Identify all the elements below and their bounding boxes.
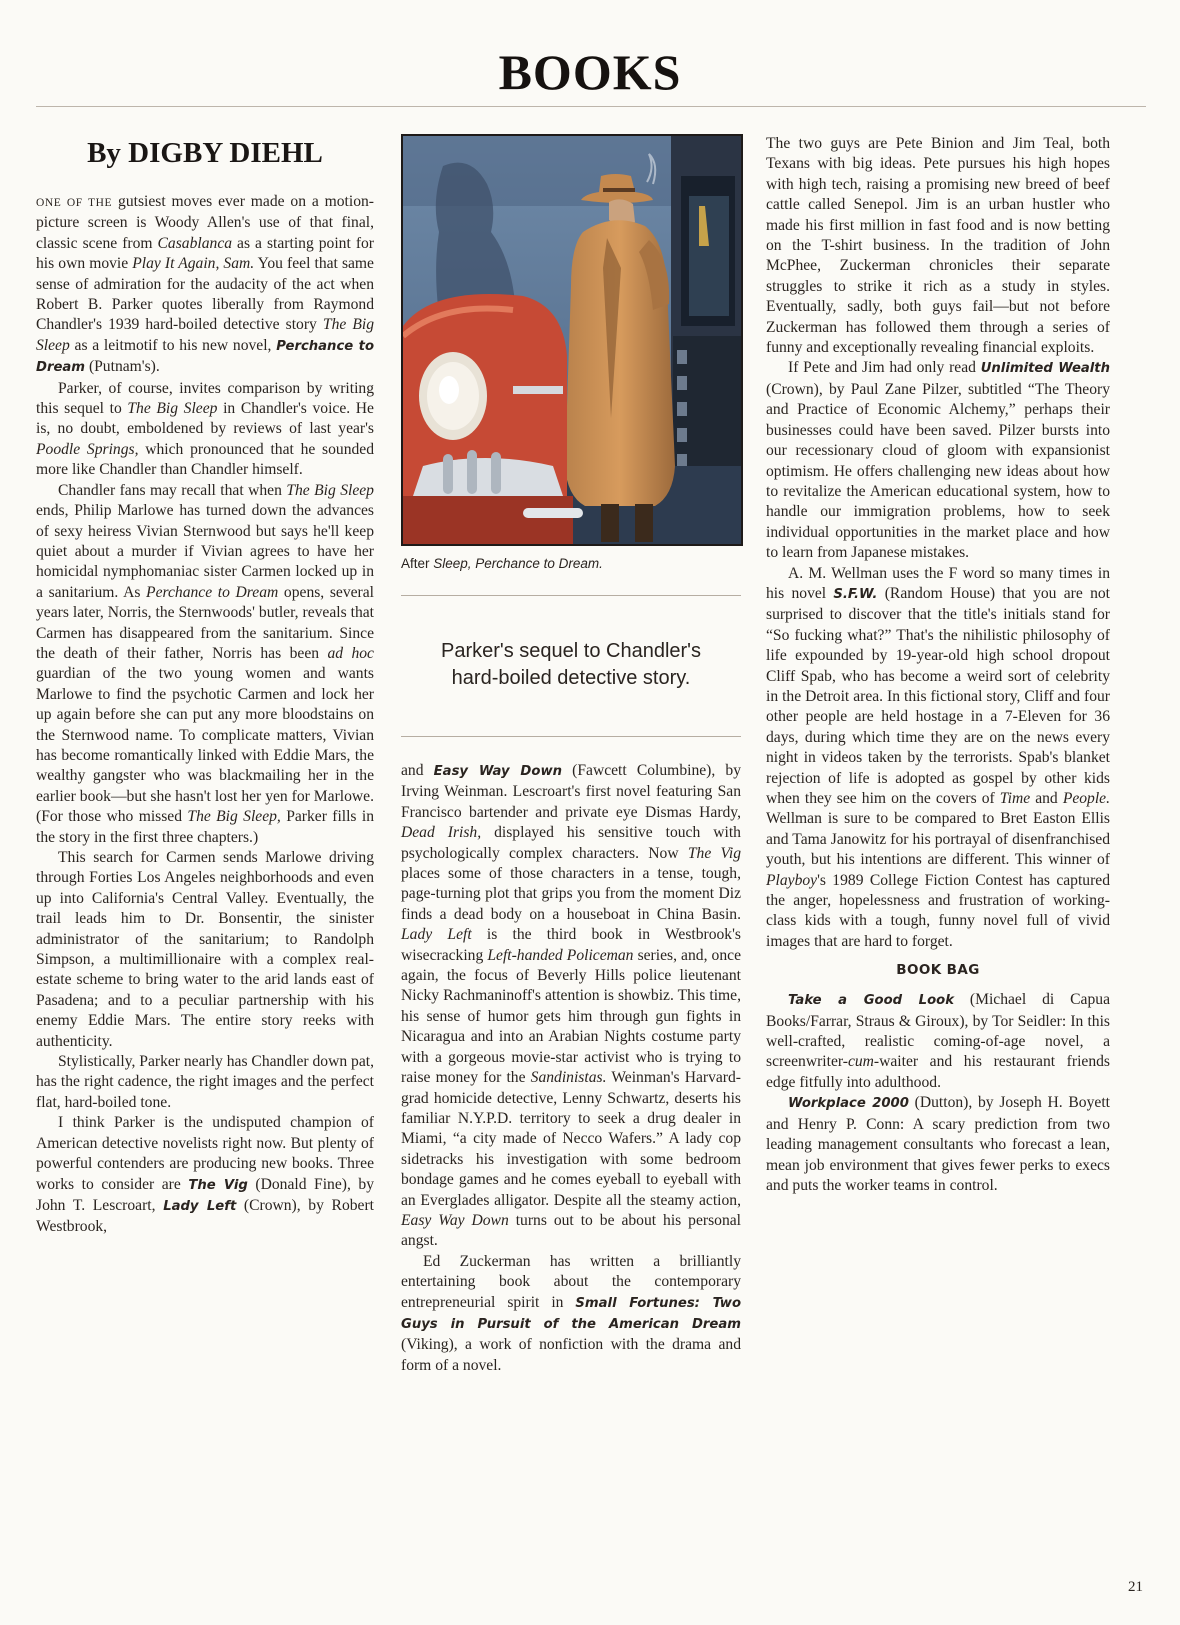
article-body-col1 [36, 192, 374, 1238]
article-body-col3 [766, 134, 1110, 952]
pullquote-rule-bottom [401, 736, 741, 737]
header-divider [36, 106, 1146, 107]
paragraph: A. M. Wellman uses the F word so many times in his novel S.F.W. (Random House) that you are not surprised to discover that the title's initials stand for “So fucking what?” That's the nihilistic philosophy of life expounded by 19-year-old high school dropout Cliff Spab, who has become a weird sort of celebrity in the Detroit area. In this fictional story, Cliff and four other people are held hostage in a 7-Eleven for 36 days, during which time they are on the news every night in videos taken by the terrorists. Spab's blanket rejection of life is adopted as gospel by other kids when they see him on the covers of Time and People. Wellman is sure to be compared to Bret Easton Ellis and Tama Janowitz for his portrayal of disenfranchised youth, but his intentions are different. This winner of Playboy's 1989 College Fiction Contest has captured the anger, hopelessness and frustration of working-class kids with a tough, funny novel full of vivid images that are hard to forget. [766, 564, 1111, 950]
lead-in: ONE OF THE [36, 197, 113, 209]
paragraph: The two guys are Pete Binion and Jim Teal, both Texans with big ideas. Pete pursues his high hopes with high tech, raising a promising new breed of beef cattle called Senepol. Jim is an urban hustler who made his first million in fast food and is now betting on the T-shirt business. In the tradition of John McPhee, Zuckerman chronicles their separate struggles to strike it rich as a study in styles. Eventually, sadly, both guys fail—but not before Zuckerman has followed them through a series of funny and exceptionally revealing financial exploits. [766, 135, 1110, 357]
paragraph: Stylistically, Parker nearly has Chandler down pat, has the right cadence, the right images and the perfect flat, hard-boiled tone. [36, 1053, 374, 1111]
figure-caption: After Sleep, Perchance to Dream. [401, 556, 603, 571]
article-body-col2 [401, 761, 741, 1376]
book-title: Take a Good Look [788, 993, 954, 1009]
column-2 [401, 134, 741, 1376]
column-3 [766, 134, 1110, 1196]
paragraph: Ed Zuckerman has written a brilliantly entertaining book about the contemporary entrepreneurial spirit in Small Fortunes: Two Guys in Pursuit of the American Dream (Viking), a work of nonfiction with the drama and form of a novel. [401, 1252, 742, 1374]
paragraph: ONE OF THE gutsiest moves ever made on a motion-picture screen is Woody Allen's use of that final, classic scene from Casablanca as a starting point for his own movie Play It Again, Sam. You feel that same sense of admiration for the audacity of the act when Robert B. Parker quotes liberally from Raymond Chandler's 1939 hard-boiled detective story The Big Sleep as a leitmotif to his new novel, Perchance to Dream (Putnam's). [36, 193, 375, 376]
pullquote-rule-top [401, 595, 741, 596]
book-bag-item: Take a Good Look (Michael di Capua Books/Farrar, Straus & Giroux), by Tor Seidler: In this well-crafted, realistic coming-of-age novel, a screenwriter-cum-waiter and his restaurant friends edge fitfully into adulthood. [766, 991, 1110, 1091]
paragraph: This search for Carmen sends Marlowe driving through Forties Los Angeles neighborhoods and even up into California's Central Valley. Eventually, the trail leads him to Dr. Bonsentir, the sinister administrator of the sanitarium; to Randolph Simpson, a multimillionaire with a complex real-estate scheme to bring water to the arid lands east of Pasadena; and to a peculiar partnership with his enemy Eddie Mars. The entire story reeks with authenticity. [36, 849, 374, 1050]
page-title: BOOKS [498, 44, 682, 100]
byline: By DIGBY DIEHL [87, 137, 323, 169]
noir-detective-illustration-icon [401, 134, 743, 546]
page-number: 21 [1128, 1579, 1143, 1595]
paragraph: If Pete and Jim had only read Unlimited Wealth (Crown), by Paul Zane Pilzer, subtitled “The Theory and Practice of Economic Alchemy,” perhaps their businesses could have been saved. Pilzer bursts into our recessionary cloud of gloom with expansionist optimism. He offers challenging new ideas about how to revitalize the American educational system, how to handle our immigration problems, how to seek individual opportunities in the market place and how to learn from Japanese mistakes. [766, 359, 1111, 562]
book-title: Easy Way Down [433, 764, 563, 779]
book-title: Workplace 2000 [788, 1096, 909, 1112]
book-title: The Vig [188, 1177, 248, 1193]
book-title: Lady Left [163, 1198, 237, 1214]
book-bag-heading: BOOK BAG [896, 962, 980, 979]
book-title: Small Fortunes: Two Guys in Pursuit of the American Dream [401, 1295, 742, 1332]
paragraph: Chandler fans may recall that when The Big Sleep ends, Philip Marlowe has turned down the advances of sexy heiress Vivian Sternwood but says he'll keep quiet about a murder if Vivian agrees to have her homicidal nymphomaniac sister Carmen locked up in a sanitarium. As Perchance to Dream opens, several years later, Norris, the Sternwoods' butler, reveals that Carmen has disappeared from the sanitarium. Since the death of their father, Norris has been ad hoc guardian of the two young women and wants Marlowe to find the psychotic Carmen and lock her up again before she can put any more bloodstains on the Sternwood name. To complicate matters, Vivian has become romantically linked with Eddie Mars, the wealthy gangster who was blackmailing her in the earlier book—but she hasn't lost her yen for Marlowe. (For those who missed The Big Sleep, Parker fills in the story in the first three chapters.) [36, 481, 374, 846]
book-title: S.F.W. [833, 586, 878, 602]
pullquote: Parker's sequel to Chandler's hard-boiled detective story. [441, 640, 701, 689]
book-title: Unlimited Wealth [980, 361, 1111, 377]
paragraph: I think Parker is the undisputed champion of American detective novelists right now. But plenty of powerful contenders are producing new books. Three works to consider are The Vig (Donald Fine), by John T. Lescroart, Lady Left (Crown), by Robert Westbrook, [36, 1114, 375, 1236]
book-bag-list [766, 990, 1110, 1196]
book-title: Perchance to Dream [36, 338, 374, 376]
paragraph: and Easy Way Down (Fawcett Columbine), by Irving Weinman. Lescroart's first novel featuring San Francisco bartender and private eye Dismas Hardy, Dead Irish, displayed his sensitive touch with psychologically complex characters. Now The Vig places some of those characters in a tense, tough, page-turning plot that grips you from the moment Diz finds a dead body on a houseboat in China Basin. Lady Left is the third book in Westbrook's wisecracking Left-handed Policeman series, and, once again, the focus of Beverly Hills police lieutenant Nicky Rachmaninoff's attention is showbiz. This time, his sense of humor gets him through gun fights in Nicaragua and into an Arabian Nights costume party with a gorgeous movie-star activist who is trying to raise money for the Sandinistas. Weinman's Harvard-grad homicide detective, Lenny Schwartz, deserts his familiar N.Y.P.D. territory to seek a drug dealer in Miami, “a city made of Necco Wafers.” A lady cop sidetracks his investigation with some bedroom bondage games and he comes eyeball to eyeball with an Everglades alligator. Despite all the steamy action, Easy Way Down turns out to be about his personal angst. [401, 762, 742, 1250]
column-1 [36, 134, 374, 1238]
book-bag-item: Workplace 2000 (Dutton), by Joseph H. Boyett and Henry P. Conn: A scary prediction from two leading management consultants who forecast a lean, mean job environment that gives fewer perks to execs and puts the worker teams in control. [766, 1094, 1110, 1194]
illustration-svg [403, 136, 741, 544]
paragraph: Parker, of course, invites comparison by writing this sequel to The Big Sleep in Chandler's voice. He is, no doubt, emboldened by reviews of last year's Poodle Springs, which pronounced that he sounded more like Chandler than Chandler himself. [36, 379, 375, 479]
